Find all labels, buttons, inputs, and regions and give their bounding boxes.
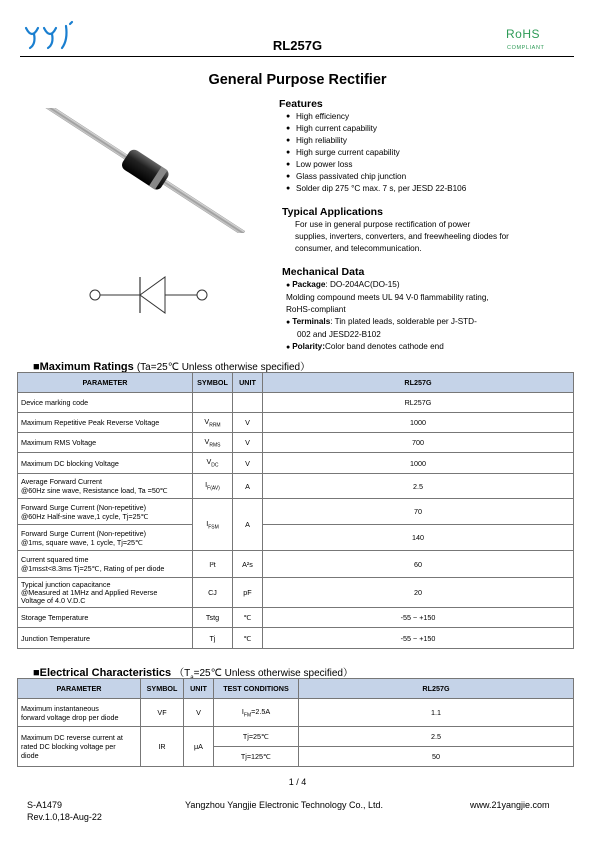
max-ratings-table xyxy=(17,372,574,649)
diode-package-image xyxy=(40,108,250,233)
header-divider xyxy=(20,56,574,57)
list-item: ● Glass passivated chip junction xyxy=(286,171,576,183)
table-row: Forward Surge Current (Non-repetitive) @60Hz Half-sine wave,1 cycle, Tj=25℃ $I_{FSM}$ A 70 xyxy=(18,499,574,525)
table-row: Typical junction capacitance @Measured at 1MHz and Applied Reverse Voltage of 4.0 V.D.C CJ pF 20 xyxy=(18,578,574,608)
part-number-title: RL257G xyxy=(272,38,323,53)
list-item: ● High efficiency xyxy=(286,111,576,123)
table-row: Maximum Repetitive Peak Reverse Voltage $V_{RRM}$ V 1000 xyxy=(18,413,574,433)
table-row: Storage Temperature Tstg ℃ -55 ~ +150 xyxy=(18,608,574,628)
table-row: Maximum instantaneous forward voltage drop per diode VF V $I_{FM}=2.5A$ 1.1 xyxy=(18,699,574,727)
page-number: 1 / 4 xyxy=(288,777,307,787)
features-heading: Features xyxy=(279,98,323,110)
website-link[interactable]: www.21yangjie.com xyxy=(470,800,550,810)
electrical-table xyxy=(17,678,574,767)
applications-heading: Typical Applications xyxy=(282,206,383,218)
table-row: Current squared time @1ms≤t<8.3ms Tj=25℃, Rating of per diode I²t A²s 60 xyxy=(18,551,574,578)
table-row: Junction Temperature Tj ℃ -55 ~ +150 xyxy=(18,628,574,649)
rohs-mark: RoHS xyxy=(506,27,541,41)
table-row: Maximum DC reverse current at rated DC blocking voltage per diode IR μA Tj=25℃ 2.5 xyxy=(18,727,574,747)
table-row: Average Forward Current @60Hz sine wave, Resistance load, Ta =50℃ $I_{F(AV)}$ A 2.5 xyxy=(18,474,574,499)
table-header-row: PARAMETER SYMBOL UNIT RL257G xyxy=(18,373,574,393)
list-item: ● High reliability xyxy=(286,135,576,147)
max-ratings-title: ■Maximum Ratings (Ta=25℃ Unless otherwise specified） xyxy=(33,361,311,373)
company-name: Yangzhou Yangjie Electronic Technology Co., Ltd. xyxy=(185,800,383,810)
table-row: Maximum RMS Voltage $V_{RMS}$ V 700 xyxy=(18,433,574,453)
features-list xyxy=(286,111,576,195)
table-row: Device marking code RL257G xyxy=(18,393,574,413)
table-row: Tj=125℃ 50 xyxy=(18,747,574,767)
list-item: ● High surge current capability xyxy=(286,147,576,159)
table-row: Forward Surge Current (Non-repetitive) @1ms, square wave, 1 cycle, Tj=25℃ 140 xyxy=(18,525,574,551)
mechanical-heading: Mechanical Data xyxy=(282,266,365,278)
list-item: ● Solder dip 275 °C max. 7 s, per JESD 22-B106 xyxy=(286,183,576,195)
applications-text: For use in general purpose rectification of power supplies, inverters, converters, and freewheeling diodes for consumer, and telecommunication. xyxy=(295,220,509,253)
table-row: Maximum DC blocking Voltage $V_{DC}$ V 1000 xyxy=(18,453,574,474)
doc-number: S-A1479 xyxy=(27,800,63,810)
revision: Rev.1.0,18-Aug-22 xyxy=(27,812,102,822)
mechanical-data: ● Package: DO-204AC(DO-15) Molding compound meets UL 94 V-0 flammability rating, RoHS-compliant ● Terminals: Tin plated leads, solderable per J-STD- 002 and JESD22-B102 ● Polarity:Color band denotes cathode end xyxy=(286,280,489,351)
list-item: ● Low power loss xyxy=(286,159,576,171)
table-header-row: PARAMETER SYMBOL UNIT TEST CONDITIONS RL257G xyxy=(18,679,574,699)
diode-symbol-icon xyxy=(85,270,215,320)
electrical-title: ■Electrical Characteristics （T =25℃ Unless otherwise specified） xyxy=(33,667,353,679)
rohs-compliant-label: COMPLIANT xyxy=(507,45,545,51)
list-item: ● High current capability xyxy=(286,123,576,135)
document-title: General Purpose Rectifier xyxy=(208,72,387,88)
